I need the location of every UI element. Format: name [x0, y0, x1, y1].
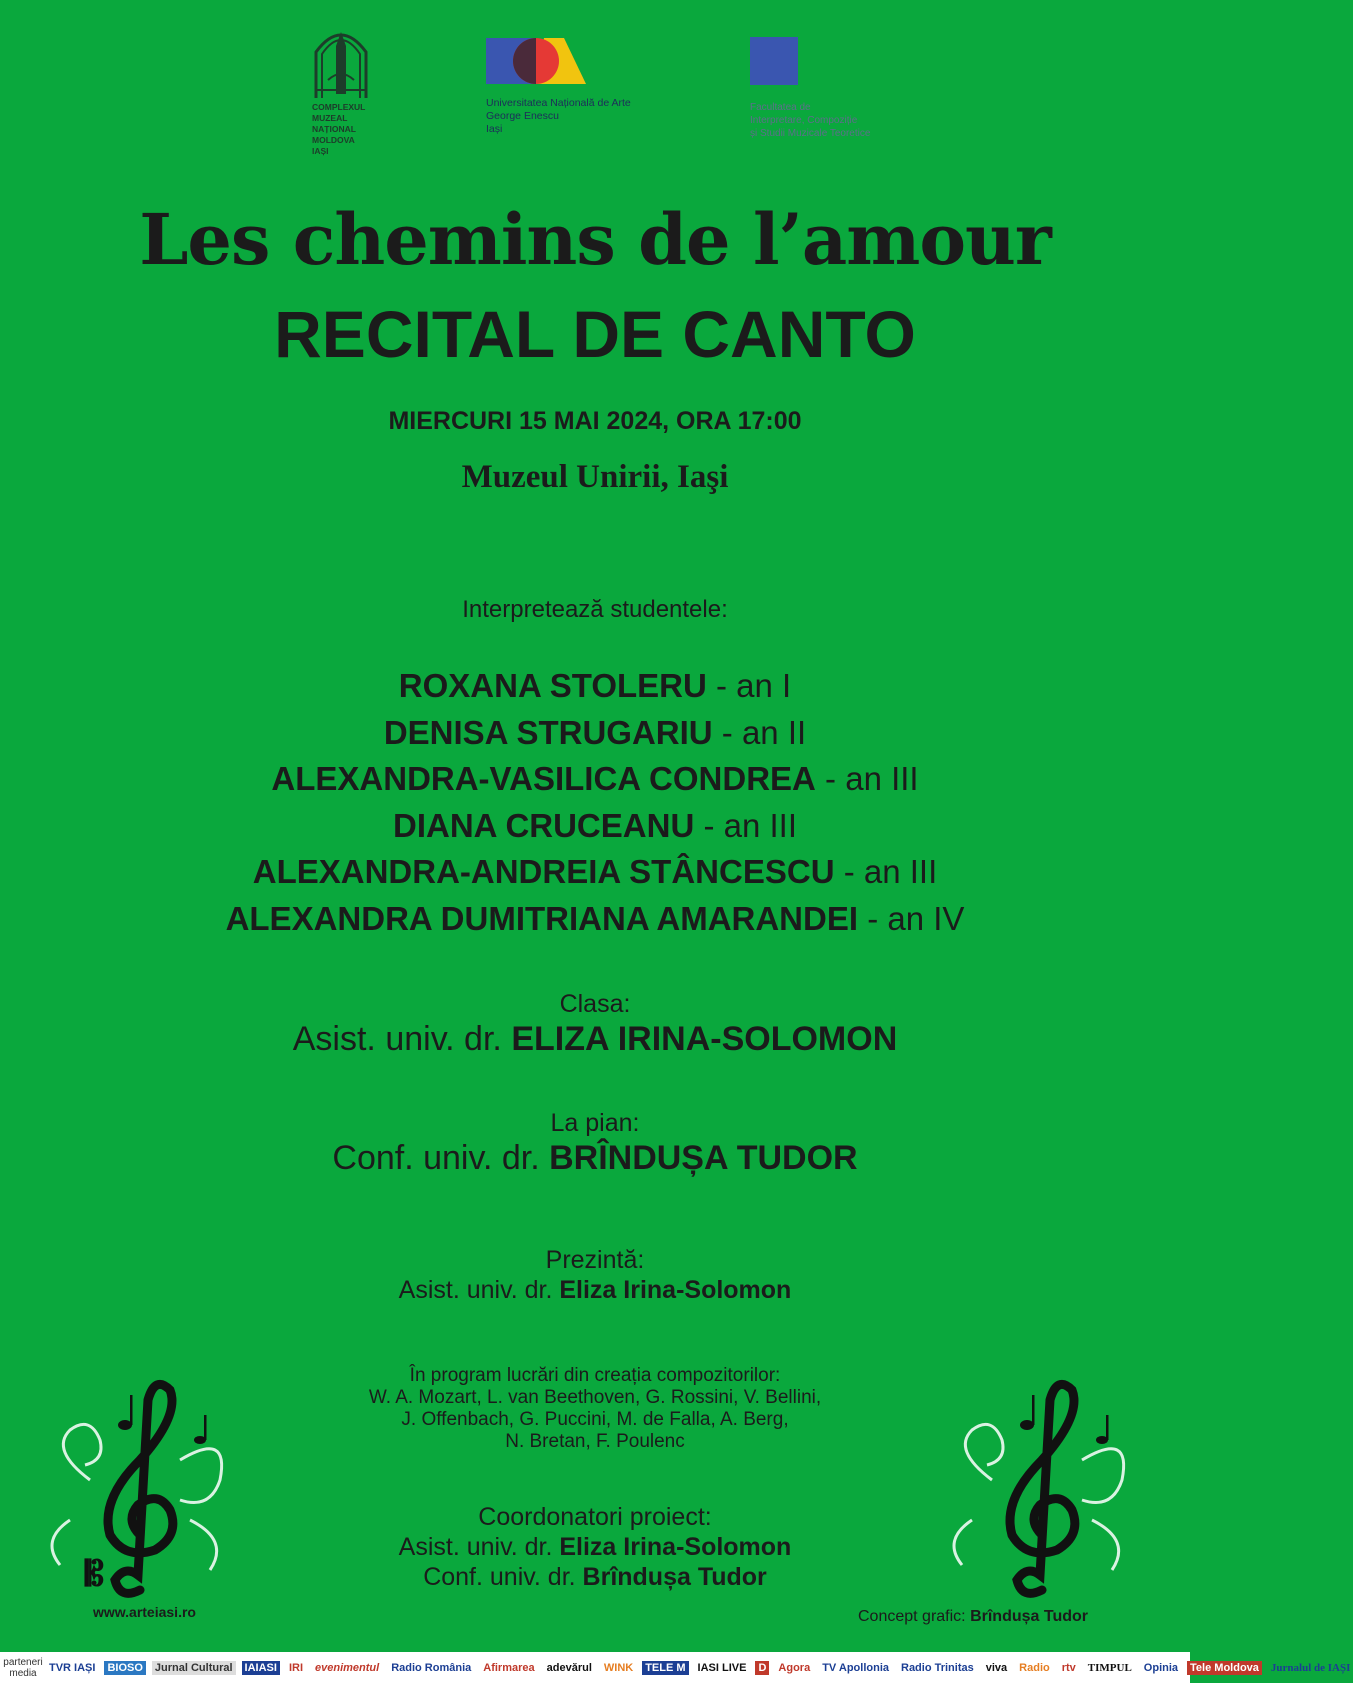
event-datetime: MIERCURI 15 MAI 2024, ORA 17:00: [388, 407, 802, 435]
presenter-label: Prezintă:: [545, 1246, 645, 1274]
presenter: [0, 1275, 1190, 1305]
media-partners-bar: [0, 1652, 1351, 1683]
university-caption-line: Universitatea Națională de Arte: [486, 97, 631, 109]
partner-logo: Radio: [1019, 1661, 1050, 1674]
coordinator-title: Asist. univ. dr.: [398, 1533, 560, 1561]
treble-clef-icon: [30, 1370, 240, 1600]
partner-logo: Jurnalul de IAȘI: [1270, 1661, 1351, 1674]
pianist-name: BRÎNDUȘA TUDOR: [549, 1139, 858, 1177]
piano-label: La pian:: [550, 1109, 640, 1137]
partner-logo: Tele Moldova: [1187, 1661, 1262, 1675]
performer-item: [0, 756, 1190, 803]
website-link[interactable]: www.arteiasi.ro: [93, 1604, 196, 1620]
performers-list: [0, 663, 1190, 942]
museum-caption-line: IAȘI: [312, 146, 329, 156]
pianist: [0, 1138, 1190, 1178]
partner-logo: Radio Trinitas: [901, 1661, 974, 1674]
performer-name: ROXANA STOLERU: [398, 667, 707, 704]
program-line: J. Offenbach, G. Puccini, M. de Falla, A. Berg,: [401, 1409, 789, 1430]
performer-year: - an IV: [858, 899, 965, 937]
partner-logo: TVR IAȘI: [49, 1661, 96, 1674]
faculty-caption-line: Facultatea de: [750, 102, 811, 113]
pianist-title: Conf. univ. dr.: [332, 1139, 550, 1177]
partner-logo: WINK: [603, 1661, 634, 1674]
presenter-title: Asist. univ. dr.: [398, 1276, 560, 1304]
svg-text:𝄡: 𝄡: [85, 1554, 104, 1594]
performer-name: ALEXANDRA-VASILICA CONDREA: [271, 760, 816, 797]
partner-logo: Afirmarea: [483, 1661, 535, 1674]
concept-name: Brîndușa Tudor: [970, 1608, 1088, 1625]
class-label: Clasa:: [559, 990, 631, 1018]
partner-logo: IRI: [288, 1661, 303, 1674]
coordinator-name: Eliza Irina-Solomon: [559, 1533, 792, 1561]
class-teacher-name: ELIZA IRINA-SOLOMON: [511, 1020, 898, 1058]
performer-name: ALEXANDRA-ANDREIA STÂNCESCU: [252, 853, 835, 890]
faculty-caption-line: Interpretare, Compoziție: [750, 115, 858, 126]
faculty-caption-line: și Studii Muzicale Teoretice: [750, 128, 871, 139]
coordinator-title: Conf. univ. dr.: [423, 1563, 583, 1591]
media-partners-label: parteneri media: [3, 1656, 43, 1679]
performer-item: [0, 710, 1190, 757]
performer-name: ALEXANDRA DUMITRIANA AMARANDEI: [225, 899, 859, 937]
partner-logo: TIMPUL: [1087, 1661, 1132, 1674]
graphic-concept-credit: [858, 1608, 1088, 1626]
partner-logo: Opinia: [1143, 1661, 1179, 1674]
performer-year: - an III: [694, 806, 797, 844]
class-section: [0, 989, 1190, 1059]
performer-year: - an I: [706, 667, 792, 704]
faculty-emblem-icon: [750, 37, 798, 85]
partner-logo: IASI LIVE: [697, 1661, 747, 1674]
museum-emblem-icon: [312, 24, 370, 100]
museum-caption-line: MUZEAL: [312, 113, 348, 123]
performer-item: [0, 803, 1190, 850]
faculty-logo: [750, 37, 900, 140]
performer-item: [0, 896, 1190, 943]
university-emblem-icon: [486, 38, 586, 84]
university-caption-line: Iași: [486, 123, 503, 135]
presenter-name: Eliza Irina-Solomon: [559, 1276, 792, 1304]
partner-logo: Jurnal Cultural: [152, 1661, 236, 1675]
class-teacher: [0, 1019, 1190, 1059]
class-teacher-title: Asist. univ. dr.: [292, 1020, 512, 1058]
piano-section: [0, 1108, 1190, 1178]
coordinator-name: Brîndușa Tudor: [582, 1563, 767, 1591]
performer-item: [0, 663, 1190, 710]
partner-logo: TV Apollonia: [822, 1661, 889, 1674]
partner-logo: viva: [985, 1661, 1008, 1674]
partner-logo: evenimentul: [315, 1661, 380, 1674]
performer-name: DIANA CRUCEANU: [393, 806, 695, 844]
media-partners-logos: [46, 1661, 1351, 1675]
performers-intro: Interpretează studentele:: [462, 596, 728, 623]
museum-logo: [312, 24, 387, 157]
program-line: În program lucrări din creația compozitorilor:: [409, 1365, 781, 1386]
performer-name: DENISA STRUGARIU: [383, 713, 713, 751]
partner-logo: rtv: [1061, 1661, 1076, 1674]
treble-clef-icon: [932, 1370, 1142, 1600]
event-venue: Muzeul Unirii, Iaşi: [461, 459, 729, 495]
event-subtitle: RECITAL DE CANTO: [274, 297, 916, 371]
event-title: Les chemins de l’amour: [139, 198, 1051, 281]
program-line: N. Bretan, F. Poulenc: [505, 1431, 685, 1452]
coordinators-label: Coordonatori proiect:: [478, 1503, 712, 1531]
museum-caption-line: NAȚIONAL: [312, 124, 356, 134]
performer-year: - an III: [834, 853, 938, 890]
partner-logo: IAIASI: [242, 1661, 280, 1675]
university-logo: [486, 38, 666, 136]
partner-logo: Agora: [778, 1661, 811, 1674]
partner-logo: adevărul: [546, 1661, 592, 1674]
concept-label: Concept grafic:: [858, 1608, 971, 1625]
partner-logo: BIOSO: [104, 1661, 145, 1675]
university-caption-line: George Enescu: [486, 110, 559, 122]
program-line: W. A. Mozart, L. van Beethoven, G. Rossini, V. Bellini,: [368, 1387, 822, 1408]
partner-logo: D: [755, 1661, 769, 1675]
partner-logo: TELE M: [642, 1661, 688, 1675]
performer-year: - an III: [815, 760, 919, 797]
performer-item: [0, 849, 1190, 896]
presenter-section: [0, 1245, 1190, 1305]
performer-year: - an II: [712, 713, 807, 751]
museum-caption-line: MOLDOVA: [312, 135, 355, 145]
museum-caption-line: COMPLEXUL: [312, 102, 366, 112]
partner-logo: Radio România: [391, 1661, 472, 1674]
